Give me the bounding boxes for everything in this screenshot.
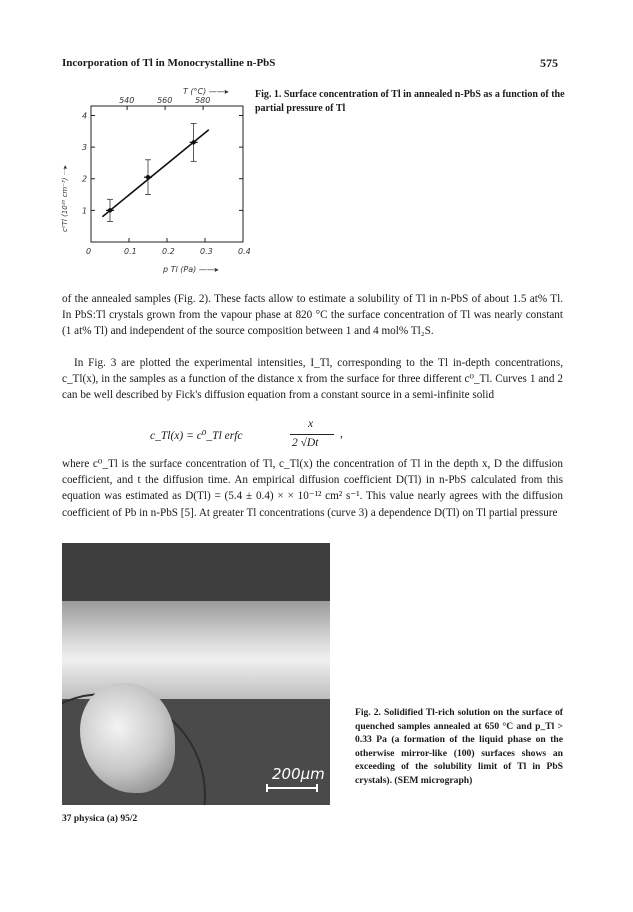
x-tick-label: 0.1 bbox=[124, 247, 137, 256]
x-tick-label: 0.2 bbox=[162, 247, 175, 256]
scale-bar bbox=[267, 787, 317, 789]
paragraph-1: of the annealed samples (Fig. 2). These facts allow to estimate a solubility of Tl in n-PbS of about 1.5 at% Tl. In PbS:Tl crystals grown from the vapour phase at 820 °C the surface concentration of Tl was nearly constant (1 at% Tl) and independent of the source composition between 1 and 4 mol% Tl₂S. bbox=[62, 293, 563, 338]
scale-label: 200μm bbox=[272, 765, 325, 783]
x-tick-label: 0.4 bbox=[238, 247, 251, 256]
plot-frame bbox=[91, 106, 243, 242]
top-tick-label: 540 bbox=[119, 96, 135, 105]
equation-numerator: x bbox=[308, 418, 314, 430]
equation-denominator: 2 √Dt bbox=[292, 437, 319, 449]
bottom-axis-label: p Tl (Pa) ——▸ bbox=[163, 265, 219, 274]
solidified-strip bbox=[62, 601, 330, 699]
page-number: 575 bbox=[540, 56, 558, 70]
data-point bbox=[108, 208, 112, 212]
figure-2-caption: Fig. 2. Solidified Tl-rich solution on the surface of quenched samples annealed at 650 °C and p_Tl > 0.33 Pa (a formation of the liquid phase on the otherwise mirror-like (100) surfaces shows an exceeding of the solubility limit of Tl in PbS crystals). (SEM micrograph) bbox=[355, 707, 563, 786]
equation-trail: , bbox=[340, 428, 343, 440]
data-point bbox=[191, 140, 195, 144]
figure-1-caption: Fig. 1. Surface concentration of Tl in annealed n-PbS as a function of the partial pressure of Tl bbox=[255, 89, 565, 114]
page-footer: 37 physica (a) 95/2 bbox=[62, 814, 138, 824]
top-axis-label: T (°C) ——▸ bbox=[183, 87, 229, 96]
paragraph-3: where c⁰_Tl is the surface concentration of Tl, c_Tl(x) the concentration of Tl in the depth x, D the diffusion coefficient, and t the diffusion time. An empirical diffusion coefficient D(Tl) in n-PbS calculated from this equation was estimated as D(Tl) = (5.4 ± 0.4) × × 10⁻¹² cm² s⁻¹. This value nearly agrees with the diffusion coefficient of Pb in n-PbS [5]. At greater Tl concentrations (curve 3) a dependence D(Tl) on Tl partial pressure bbox=[62, 458, 563, 519]
sem-micrograph bbox=[62, 543, 330, 805]
paragraph-2: In Fig. 3 are plotted the experimental intensities, I_Tl, corresponding to the Tl in-depth concentrations, c_Tl(x), in the samples as a function of the distance x from the surface for three different c⁰_Tl. Curves 1 and 2 can be well described by Fick's diffusion equation from a constant source in a semi-infinite solid bbox=[62, 357, 563, 402]
x-tick-label: 0 bbox=[86, 247, 92, 256]
y-tick-label: 3 bbox=[82, 143, 88, 153]
tick-group bbox=[82, 96, 251, 256]
data-point bbox=[146, 175, 150, 179]
diffusion-equation bbox=[150, 418, 450, 454]
y-tick-label: 4 bbox=[82, 111, 88, 121]
equation-lhs: c_Tl(x) = c⁰_Tl erfc bbox=[150, 430, 243, 442]
data-group bbox=[102, 123, 208, 221]
running-title: Incorporation of Tl in Monocrystalline n-PbS bbox=[62, 57, 276, 69]
y-tick-label: 2 bbox=[82, 174, 88, 184]
top-tick-label: 560 bbox=[157, 96, 173, 105]
y-tick-label: 1 bbox=[82, 206, 88, 216]
x-tick-label: 0.3 bbox=[200, 247, 213, 256]
top-tick-label: 580 bbox=[195, 96, 211, 105]
fraction-bar bbox=[290, 434, 334, 435]
figure-1-chart bbox=[55, 82, 255, 282]
y-axis-label: c⁰Tl (10²⁰ cm⁻³) ···▸ bbox=[61, 165, 69, 232]
